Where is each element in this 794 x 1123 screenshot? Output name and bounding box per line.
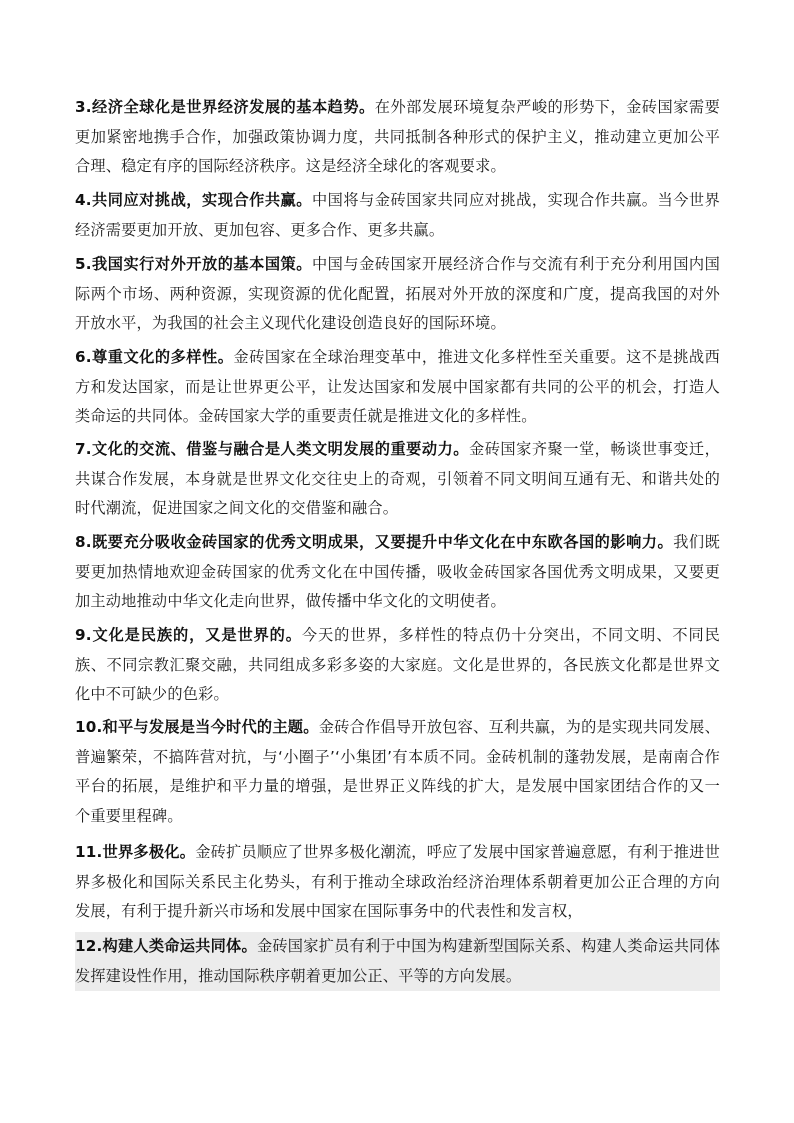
paragraph-10: [75, 713, 720, 831]
paragraph-body: 中国将与金砖国家共同应对挑战，实现合作共赢。当今世界经济需要更加开放、更加包容、更多合作、更多共赢。: [75, 191, 720, 239]
paragraph-6: [75, 343, 720, 432]
paragraph-heading: 11.世界多极化。: [75, 843, 196, 861]
paragraph-heading: 6.尊重文化的多样性。: [75, 348, 234, 366]
paragraph-4: [75, 186, 720, 245]
paragraph-body: 在外部发展环境复杂严峻的形势下，金砖国家需要更加紧密地携手合作，加强政策协调力度，共同抵制各种形式的保护主义，推动建立更加公平合理、稳定有序的国际经济秩序。这是经济全球化的客观要求。: [75, 98, 721, 175]
paragraph-heading: 8.既要充分吸收金砖国家的优秀文明成果，又要提升中华文化在中东欧各国的影响力。: [75, 533, 674, 551]
paragraph-body: 金砖合作倡导开放包容、互利共赢，为的是实现共同发展、普遍繁荣，不搞阵营对抗，与‘小圈子’‘小集团’有本质不同。金砖机制的蓬勃发展，是南南合作平台的拓展，是维护和平力量的增强，是世界正义阵线的扩大，是发展中国家团结合作的又一个重要里程碑。: [75, 718, 721, 825]
paragraph-body: 中国与金砖国家开展经济合作与交流有利于充分利用国内国际两个市场、两种资源，实现资源的优化配置，拓展对外开放的深度和广度，提高我国的对外开放水平，为我国的社会主义现代化建设创造良好的国际环境。: [75, 255, 720, 332]
paragraph-8: [75, 528, 720, 617]
paragraph-heading: 9.文化是民族的，又是世界的。: [75, 626, 302, 644]
paragraph-heading: 3.经济全球化是世界经济发展的基本趋势。: [75, 98, 375, 116]
paragraph-body: 金砖扩员顺应了世界多极化潮流，呼应了发展中国家普遍意愿，有利于推进世界多极化和国际关系民主化势头，有利于推动全球政治经济治理体系朝着更加公正合理的方向发展，有利于提升新兴市场和发展中国家在国际事务中的代表性和发言权，: [75, 843, 720, 920]
paragraph-heading: 4.共同应对挑战，实现合作共赢。: [75, 191, 312, 209]
paragraph-9: [75, 621, 720, 710]
paragraph-body: 金砖国家扩员有利于中国为构建新型国际关系、构建人类命运共同体发挥建设性作用，推动国际秩序朝着更加公正、平等的方向发展。: [75, 937, 721, 985]
paragraph-3: [75, 93, 720, 182]
paragraph-body: 金砖国家齐聚一堂，畅谈世事变迁，共谋合作发展，本身就是世界文化交往史上的奇观，引领着不同文明间互通有无、和谐共处的时代潮流，促进国家之间文化的交借鉴和融合。: [75, 440, 720, 517]
paragraph-body: 金砖国家在全球治理变革中，推进文化多样性至关重要。这不是挑战西方和发达国家，而是让世界更公平，让发达国家和发展中国家都有共同的公平的机会，打造人类命运的共同体。金砖国家大学的重要责任就是推进文化的多样性。: [75, 348, 720, 425]
paragraph-heading: 12.构建人类命运共同体。: [75, 937, 257, 955]
paragraph-heading: 7.文化的交流、借鉴与融合是人类文明发展的重要动力。: [75, 440, 470, 458]
paragraph-7: [75, 435, 720, 524]
paragraph-5: [75, 250, 720, 339]
paragraph-heading: 5.我国实行对外开放的基本国策。: [75, 255, 312, 273]
paragraph-heading: 10.和平与发展是当今时代的主题。: [75, 718, 319, 736]
paragraph-12: [75, 932, 720, 991]
paragraph-11: [75, 838, 720, 927]
paragraph-body: 我们既要更加热情地欢迎金砖国家的优秀文化在中国传播，吸收金砖国家各国优秀文明成果，又要更加主动地推动中华文化走向世界，做传播中华文化的文明使者。: [75, 533, 720, 610]
paragraph-body: 今天的世界，多样性的特点仍十分突出，不同文明、不同民族、不同宗教汇聚交融，共同组成多彩多姿的大家庭。文化是世界的，各民族文化都是世界文化中不可缺少的色彩。: [75, 626, 721, 703]
